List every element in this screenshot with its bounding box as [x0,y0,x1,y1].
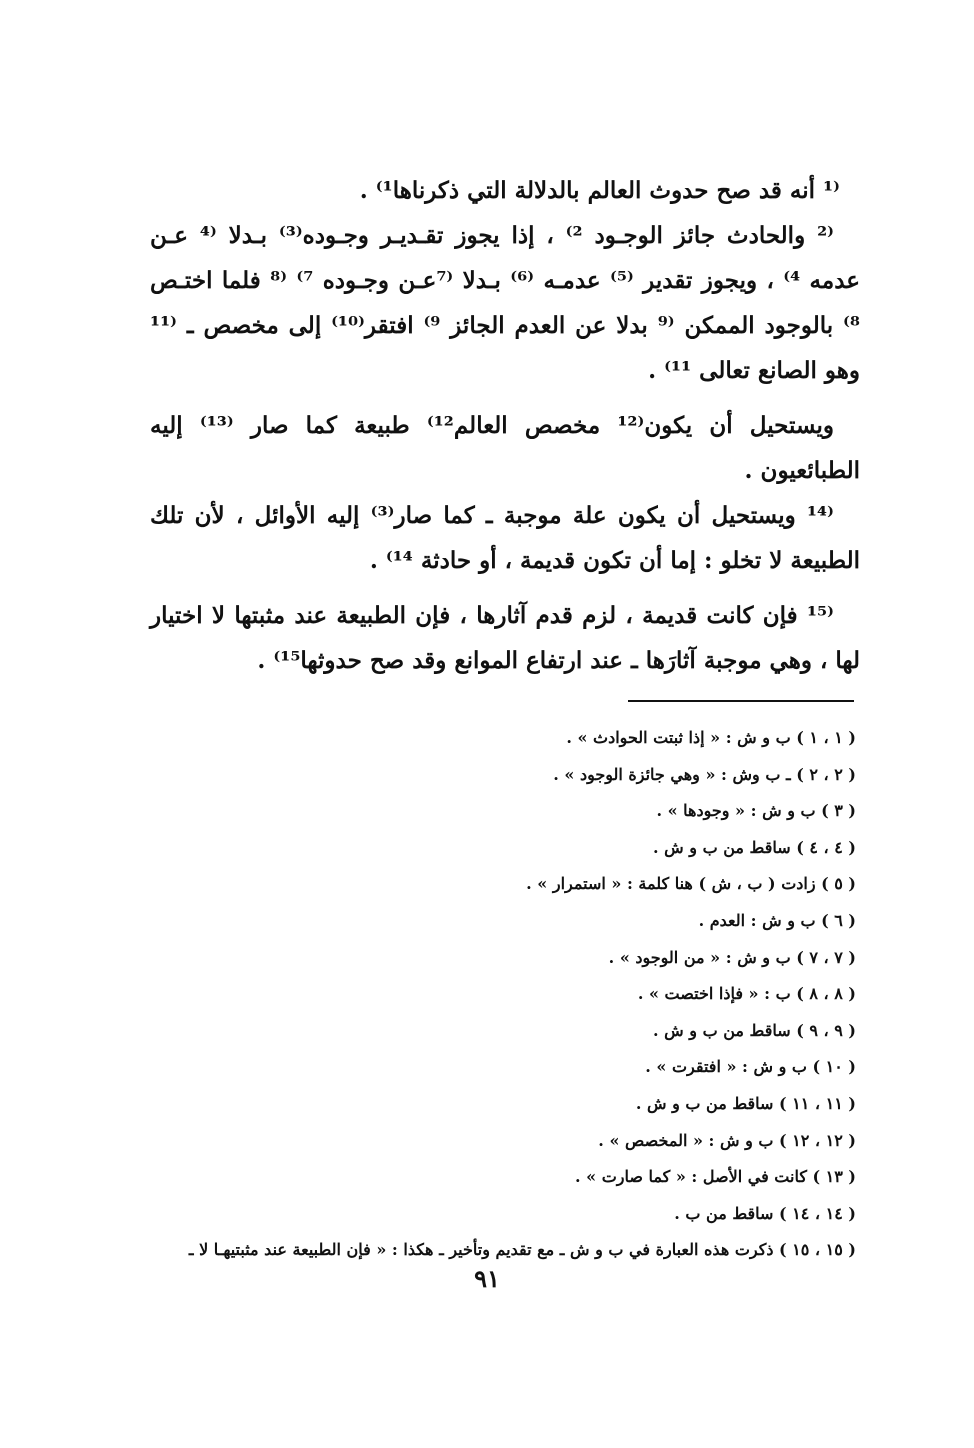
paragraph-4: ⁽¹⁴ ويستحيل أن يكون علة موجبة ـ كما صار⁽³⁾ إليه الأوائل ، لأن تلك الطبيعة لا تخلو : إما أن تكون قديمة ، أو حادثة ¹⁴⁾ . [150,502,860,574]
main-text [150,168,860,683]
footnote-4: ( ٤ ، ٤ ) ساقط من ب و ش . [653,837,856,857]
footnotes [120,720,856,1269]
footnote-7: ( ٧ ، ٧ ) ب و ش : « من الوجود » . [608,947,856,967]
footnote-3: ( ٣ ) ب و ش : « وجودها » . [656,801,856,821]
footnote-divider [628,700,854,702]
footnote-6: ( ٦ ) ب و ش : العدم . [698,910,856,930]
footnote-14: ( ١٤ ، ١٤ ) ساقط من ب . [674,1203,856,1223]
footnote-15: ( ١٥ ، ١٥ ) ذكرت هذه العبارة في ب و ش ـ مع تقديم وتأخير ـ هكذا : « فإن الطبيعة عند مثبتيهـا لا ـ [188,1240,856,1260]
footnote-2: ( ٢ ، ٢ ) ـ ب وش : « وهي جائزة الوجود » . [553,764,856,784]
footnote-1: ( ١ ، ١ ) ب و ش : « إذا ثبتت الحوادث » . [566,728,856,747]
paragraph-1: ⁽¹ أنه قد صح حدوث العالم بالدلالة التي ذكرناها¹⁾ . [359,177,840,204]
paragraph-2: ⁽² والحادث جائز الوجـود ²⁾ ، إذا يجوز تقـديـر وجـوده⁽³⁾ بـدلا ⁽⁴ عـن عدمه ⁴⁾ ، ويجوز تقدير ⁽⁵⁾ عدمـه ⁽⁶⁾ بـدلا ⁽⁷عـن وجـوده ⁷⁾ ⁽⁸ فلما اختـص ⁸⁾ بالوجود الممكن ⁽⁹ بدلا عن العدم الجائز ⁹⁾ افتقر⁽¹⁰⁾ إلى مخصص ـ ⁽¹¹ وهو الصانع تعالى ¹¹⁾ . [150,222,860,384]
footnote-5: ( ٥ ) زادت ( ب ، ش ) هنا كلمة : « استمرار » . [526,874,856,894]
footnote-10: ( ١٠ ) ب و ش : « افتقرت » . [645,1057,856,1077]
footnote-9: ( ٩ ، ٩ ) ساقط من ب و ش . [653,1020,856,1040]
footnote-11: ( ١١ ، ١١ ) ساقط من ب و ش . [635,1093,856,1113]
footnote-13: ( ١٣ ) كانت في الأصل : « كما صارت » . [575,1167,856,1187]
page-number: ٩١ [474,1264,500,1293]
paragraph-3: ويستحيل أن يكون⁽¹² مخصص العالم¹²⁾ طبيعة كما صار ⁽¹³⁾ إليه الطبائعيون . [150,412,860,484]
paragraph-5: ⁽¹⁵ فإن كانت قديمة ، لزم قدم آثارها ، فإن الطبيعة عند مثبتها لا اختيار لها ، وهي موجبة آثارَها ـ عند ارتفاع الموانع وقد صح حدوثها¹⁵⁾ . [150,602,860,674]
footnote-8: ( ٨ ، ٨ ) ب : « فإذا اختصت » . [637,984,856,1004]
footnote-12: ( ١٢ ، ١٢ ) ب و ش : « المخصص » . [598,1130,856,1150]
